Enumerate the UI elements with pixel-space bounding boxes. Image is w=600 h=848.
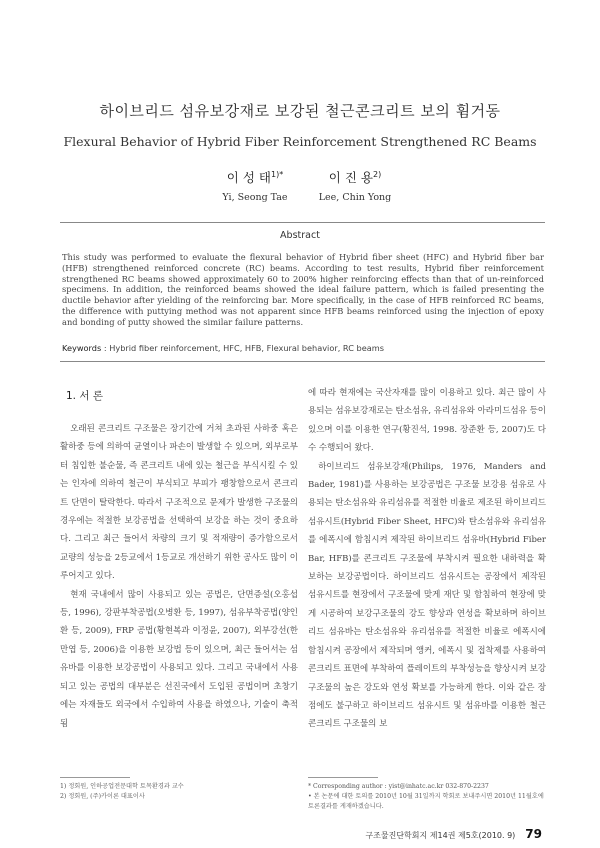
paragraph: 에 따라 현재에는 국산자재를 많이 이용하고 있다. 최근 많이 사용되는 섬유보강재로는 탄소섬유, 유리섬유와 아라미드섬유 등이 있으며 이를 이용한 연구(황진석, 1998. 장준환 등, 2007)도 다수 수행되어 왔다. [308,388,546,454]
page-number: 79 [525,827,542,841]
footnote: * Corresponding author : yist@inhatc.ac.kr 032-870-2237 [308,783,489,790]
footnotes-contact [308,782,546,812]
footnote: 1) 정회원, 인하공업전문대학 토목환경과 교수 [60,783,184,790]
footnotes-affiliations [60,782,298,802]
body-column-left [60,384,298,733]
author-2 [300,168,410,203]
page-footer [365,827,542,841]
abstract-text: This study was performed to evaluate the flexural behavior of Hybrid fiber sheet (HFC) and Hybrid fiber bar (HFB) strengthened reinforced concrete (RC) beams. According to test results, Hybrid fiber reinforcement strengthened RC beams showed approximately 60 to 200% higher reinforcing effects than that of un-reinforced specimens. In addition, the reinforced beams showed the ideal failure pattern, which is failed presenting the ductile behavior after yielding of the reinforcing bar. More specifically, in the case of HFB reinforced RC beams, the difference with puttying method was not apparent since HFB beams reinforced using the injection of epoxy and bonding of putty showed the similar failure patterns. [62,252,544,327]
abstract-bottom-rule [60,361,545,362]
author-2-name-ko: 이 진 용$^{2)}$ [328,169,382,185]
footnote: • 본 논문에 대한 토의를 2010년 10월 31일까지 학회로 보내주시면 2010년 11월호에 토론결과를 게재하겠습니다. [308,793,544,810]
author-1-name-ko: 이 성 태$^{1)*}$ [226,169,284,185]
keywords-text: : Hybrid fiber reinforcement, HFC, HFB, Flexural behavior, RC beams [103,343,385,353]
paragraph: 하이브리드 섬유보강재(Philips, 1976, Manders and Bader, 1981)를 사용하는 보강공법은 구조물 보강용 섬유로 사용되는 탄소섬유와 유리섬유를 적절한 비율로 제조된 하이브리드 섬유시트(Hybrid Fiber Sheet, HFC)와 탄소섬유와 유리섬유를 에폭시에 함침시켜 제작된 하이브리드 섬유바(Hybrid Fiber Bar, HFB)를 콘크리트 구조물에 부착시켜 필요한 내하력을 확보하는 보강공법이다. 하이브리드 섬유시트는 공장에서 제작된 섬유시트를 현장에서 구조물에 맞게 재단 및 함침하여 현장에 맞게 시공하여 보강구조물의 강도 향상과 연성을 확보하며 하이브리드 섬유바는 탄소섬유와 유리섬유를 적절한 비율로 에폭시에 함침시켜 공장에서 제작되며 앵커, 에폭시 및 접착제를 사용하여 콘크리트 표면에 부착하여 플레이트의 부착성능을 향상시켜 보강 구조물의 높은 강도와 연성 확보를 가능하게 한다. 이와 같은 장점에도 불구하고 하이브리드 섬유시트 및 섬유바를 이용한 철근콘크리트 구조물의 보 [308,461,546,730]
paper-title-english: Flexural Behavior of Hybrid Fiber Reinforcement Strengthened RC Beams [63,134,537,149]
paragraph: 오래된 콘크리트 구조물은 장기간에 거쳐 초과된 사하중 혹은 활하중 등에 의하여 균열이나 파손이 발생할 수 있으며, 외부로부터 침입한 불순물, 즉 콘크리트 내에 있는 철근을 부식시킬 수 있는 인자에 의하여 철근이 부식되고 부피가 팽창함으로서 콘크리트 단면이 탈락한다. 따라서 구조적으로 문제가 발생한 구조물의 경우에는 적절한 보강공법을 선택하여 보강을 하는 것이 중요하다. 그리고 최근 들어서 차량의 크기 및 적재량이 증가함으로서 교량의 성능을 2등교에서 1등교로 개선하기 위한 공사도 많이 이루어지고 있다. [60,424,298,582]
footnote-rule-left [60,777,130,778]
footnote-rule-right [308,777,378,778]
body-column-right [308,384,546,734]
footnote: 2) 정회원, (주)카이론 대표이사 [60,793,145,800]
paper-title-korean: 하이브리드 섬유보강재로 보강된 철근콘크리트 보의 휨거동 [99,102,501,120]
author-1 [200,168,310,203]
author-1-name-en: Yi, Seong Tae [222,192,288,203]
paragraph: 현재 국내에서 많이 사용되고 있는 공법은, 단면증설(오홍섭 등, 1996), 강판부착공법(오병환 등, 1997), 섬유부착공법(양인환 등, 2009), FRP 공법(황현복과 이정윤, 2007), 외부강선(한만엽 등, 2006)을 이용한 보강법 등이 있으며, 최근 들어서는 섬유바를 이용한 보강공법이 사용되고 있다. 그리고 국내에서 사용되고 있는 공법의 대부분은 선진국에서 도입된 공법이며 초창기에는 자재들도 외국에서 수입하여 사용을 하였으나, 기술이 축적됨 [60,589,298,729]
keywords-label: Keywords [62,343,102,353]
section-heading-introduction: 1. 서 론 [66,390,103,402]
abstract-heading: Abstract [280,230,320,241]
keywords [62,343,544,353]
author-2-name-en: Lee, Chin Yong [318,192,392,203]
journal-citation: 구조물진단학회지 제14권 제5호(2010. 9) [365,831,516,840]
abstract-top-rule [60,222,545,223]
